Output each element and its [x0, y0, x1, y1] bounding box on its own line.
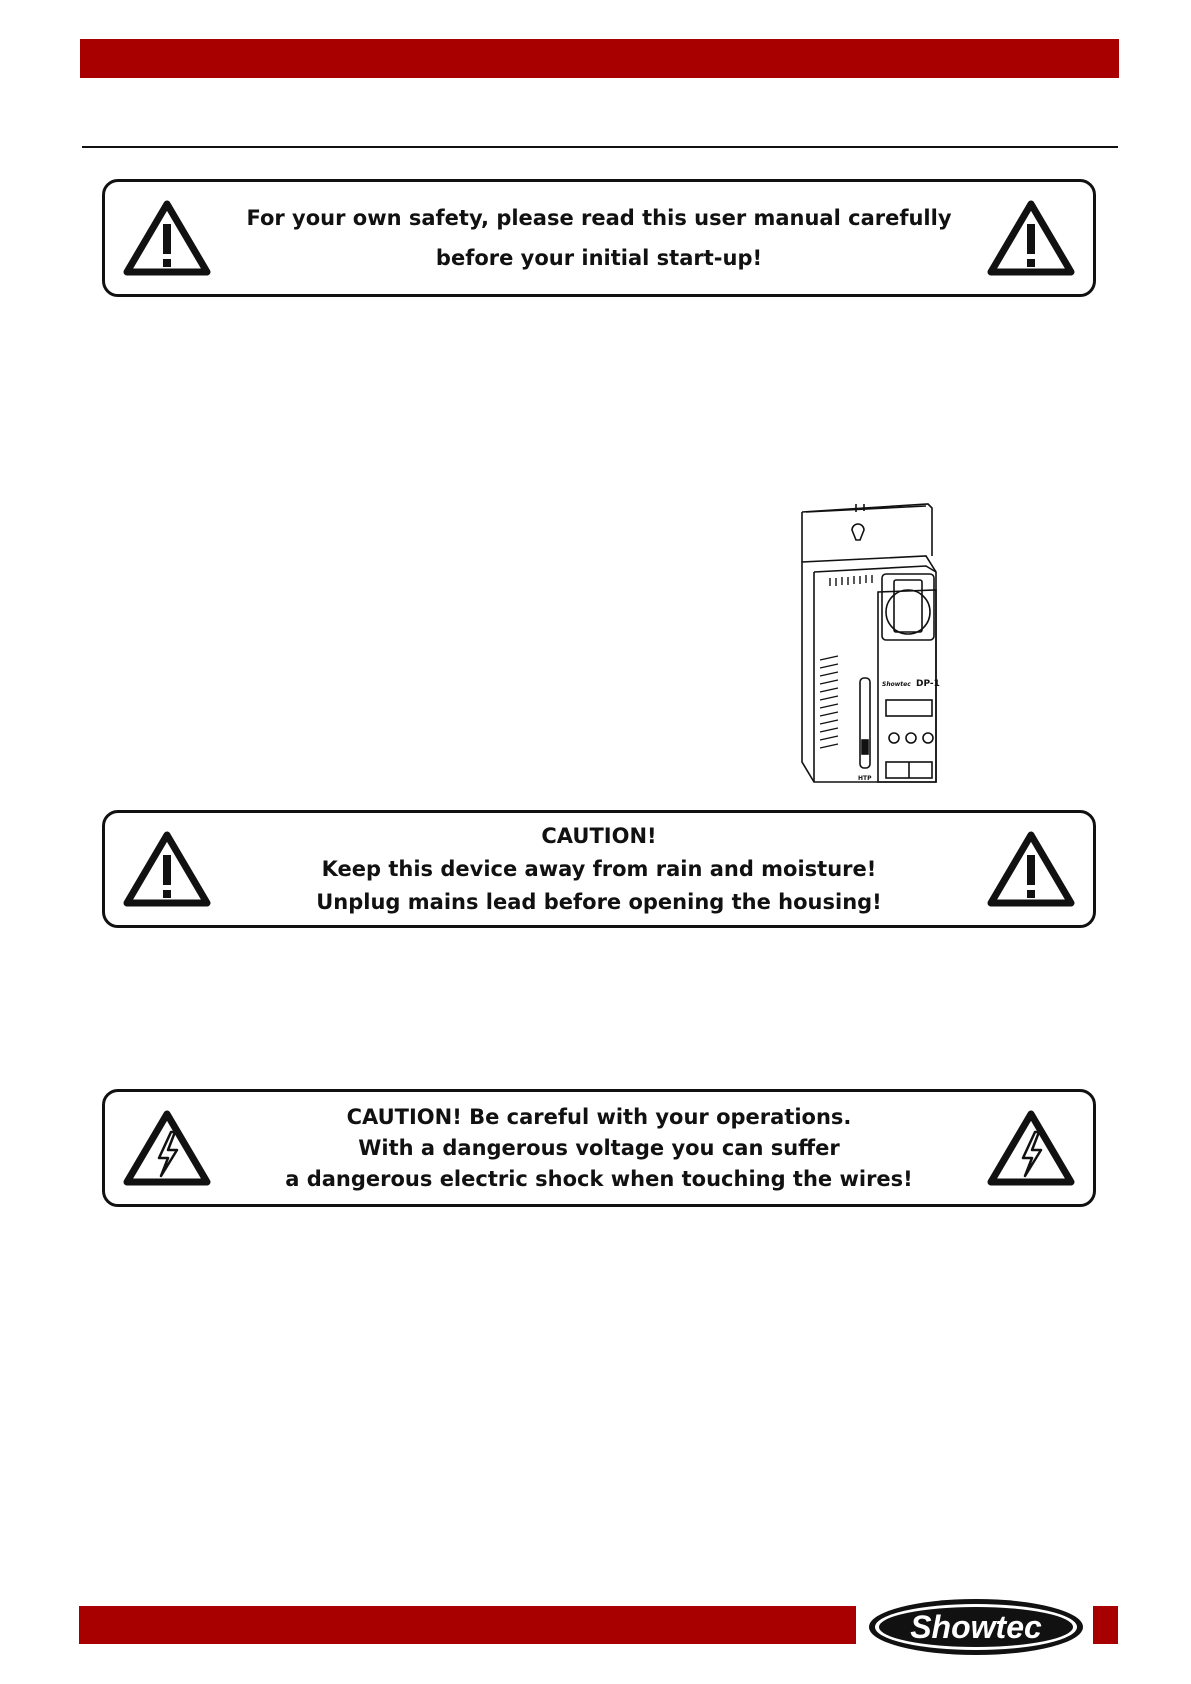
high-voltage-icon	[121, 1108, 213, 1188]
footer-bar-end	[1093, 1606, 1118, 1644]
device-model-label: DP-1	[916, 679, 940, 689]
caution-moisture-box	[102, 810, 1096, 928]
high-voltage-icon	[985, 1108, 1077, 1188]
device-side-label: HTP	[858, 775, 872, 782]
product-illustration	[796, 500, 944, 790]
showtec-logo	[866, 1595, 1087, 1658]
device-brand-label: Showtec	[882, 681, 911, 688]
warning-triangle-icon	[985, 198, 1077, 278]
caution-moisture-line: Unplug mains lead before opening the housing!	[316, 889, 882, 914]
header-bar	[80, 39, 1119, 78]
logo-text: Showtec	[910, 1609, 1042, 1645]
caution-voltage-text	[225, 1102, 973, 1195]
warning-triangle-icon	[121, 198, 213, 278]
caution-voltage-box	[102, 1089, 1096, 1207]
caution-moisture-text	[225, 820, 973, 919]
header-rule	[82, 146, 1118, 148]
footer-bar	[79, 1606, 856, 1644]
safety-notice-box	[102, 179, 1096, 297]
caution-voltage-line: CAUTION! Be careful with your operations.	[346, 1104, 852, 1129]
caution-moisture-line: CAUTION!	[541, 823, 657, 848]
safety-notice-line: before your initial start-up!	[435, 246, 763, 270]
warning-triangle-icon	[985, 829, 1077, 909]
warning-triangle-icon	[121, 829, 213, 909]
caution-voltage-line: With a dangerous voltage you can suffer	[358, 1135, 840, 1160]
caution-voltage-line: a dangerous electric shock when touching the wires!	[285, 1166, 913, 1191]
safety-notice-line: For your own safety, please read this user manual carefully	[246, 206, 952, 230]
safety-notice-text	[225, 198, 973, 278]
caution-moisture-line: Keep this device away from rain and moisture!	[321, 856, 877, 881]
